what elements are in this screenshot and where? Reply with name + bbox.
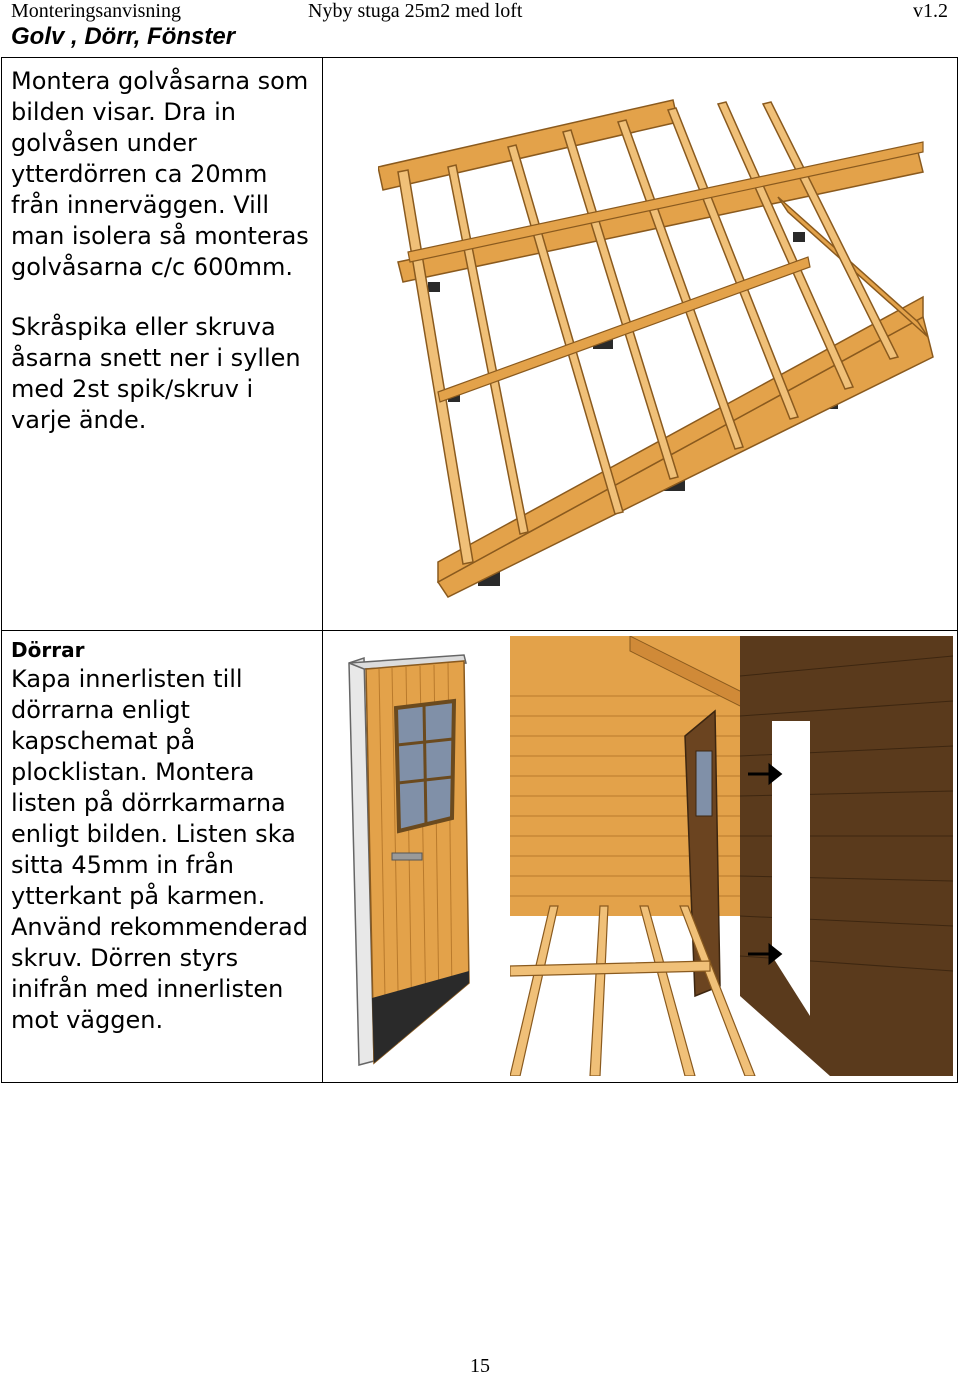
header-product-name: Nyby stuga 25m2 med loft	[308, 0, 523, 22]
interior-door-window	[696, 751, 712, 816]
section-title: Golv , Dörr, Fönster	[11, 23, 236, 50]
table-divider-horizontal	[2, 630, 957, 631]
doors-instruction: Kapa innerlisten till dörrarna enligt kapschemat på plocklistan. Montera listen på dörrkarmarna enligt bilden. Listen ska sitta 45mm in från ytterkant på karmen. Använd rekommenderad skruv. Dörren styrs inifrån med innerlisten mot väggen.	[11, 665, 308, 1034]
door-handle-icon	[392, 853, 422, 860]
floor-joists-illustration	[378, 92, 943, 604]
door-interior-illustration	[510, 636, 953, 1076]
table-divider-vertical	[322, 58, 323, 1082]
floor-instruction-2: Skråspika eller skruva åsarna snett ner i syllen med 2st spik/skruv i varje ände.	[11, 313, 301, 434]
interior-dark-wall	[740, 636, 953, 1076]
header-version: v1.2	[913, 0, 948, 22]
doors-heading: Dörrar	[11, 638, 85, 662]
header-document-type: Monteringsanvisning	[11, 0, 181, 22]
floor-instruction-1: Montera golvåsarna som bilden visar. Dra in golvåsen under ytterdörren ca 20mm från innerväggen. Vill man isolera så monteras golvåsarna c/c 600mm.	[11, 67, 309, 281]
door-illustration	[344, 653, 474, 1068]
page-number: 15	[470, 1355, 490, 1377]
